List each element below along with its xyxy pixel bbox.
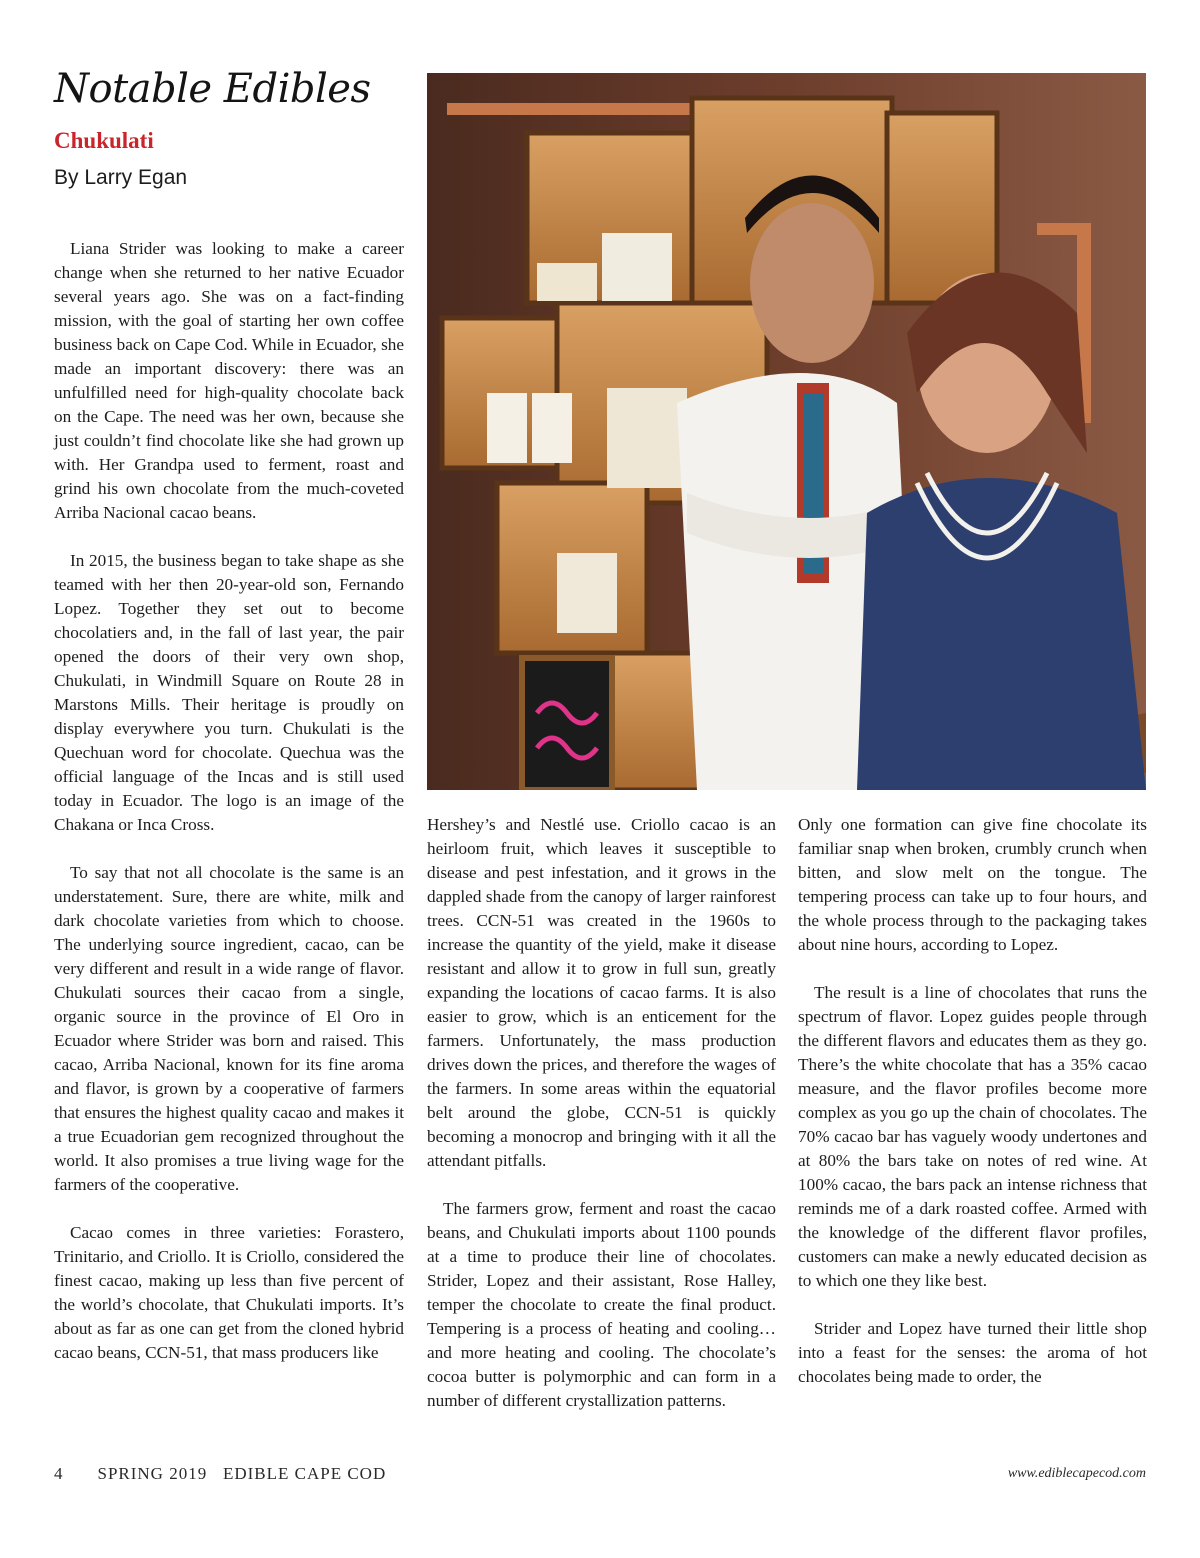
byline: By Larry Egan <box>54 166 188 189</box>
shop-photo <box>427 73 1146 790</box>
paragraph: To say that not all chocolate is the same is an understatement. Sure, there are white, milk and dark chocolate varieties from which to choose. The underlying source ingredient, cacao, can be very different and result in a wide range of flavor. Chukulati sources their cacao from a single, organic source in the province of El Oro in Ecuador where Strider was born and raised. This cacao, Arriba Nacional, known for its fine aroma and flavor, is grown by a cooperative of farmers that ensures the highest quality cacao and makes it a true Ecuadorian gem recognized throughout the world. It also promises a true living wage for the farmers of the cooperative. <box>54 863 404 1194</box>
article-title: Chukulati <box>54 128 154 153</box>
footer-issue <box>54 1464 386 1484</box>
paragraph: Only one formation can give fine chocolate its familiar snap when broken, crumbly crunch when bitten, and slow melt on the tongue. The tempering process can take up to four hours, and the whole process through to the packaging takes about nine hours, according to Lopez. <box>798 815 1147 954</box>
column-3 <box>798 813 1147 1413</box>
paragraph: Strider and Lopez have turned their little shop into a feast for the senses: the aroma of hot chocolates being made to order, the <box>798 1319 1147 1386</box>
paragraph: The farmers grow, ferment and roast the cacao beans, and Chukulati imports about 1100 pounds at a time to produce their line of chocolates. Strider, Lopez and their assistant, Rose Halley, temper the chocolate to create the final product. Tempering is a process of heating and cooling…and more heating and cooling. The chocolate’s cocoa butter is polymorphic and can form in a number of different crystallization patterns. <box>427 1199 776 1410</box>
paragraph: Cacao comes in three varieties: Forastero, Trinitario, and Criollo. It is Criollo, considered the finest cacao, making up less than five percent of the world’s chocolate, that Chukulati imports. It’s about as far as one can get from the cloned hybrid cacao beans, CCN-51, that mass producers like <box>54 1223 404 1362</box>
column-2 <box>427 813 776 1437</box>
issue-label: SPRING 2019 EDIBLE CAPE COD <box>97 1464 387 1483</box>
page-number: 4 <box>54 1464 64 1483</box>
paragraph: The result is a line of chocolates that runs the spectrum of flavor. Lopez guides people through the different flavors and educates them as they go. There’s the white chocolate that has a 35% cacao measure, and the flavor profiles become more complex as you go up the chain of chocolates. The 70% cacao bar has vaguely woody undertones and at 80% the bars take on notes of red wine. At 100% cacao, the bars pack an intense richness that reminds me of a dark roasted coffee. Armed with the knowledge of the different flavor profiles, customers can make a newly educated decision as to which one they like best. <box>798 983 1147 1290</box>
column-1 <box>54 237 404 1389</box>
paragraph: In 2015, the business began to take shape as she teamed with her then 20-year-old son, Fernando Lopez. Together they set out to become chocolatiers and, in the fall of last year, the pair opened the doors of their very own shop, Chukulati, in Windmill Square on Route 28 in Marstons Mills. Their heritage is proudly on display everywhere you turn. Chukulati is the Quechuan word for chocolate. Quechua was the official language of the Incas and is still used today in Ecuador. The logo is an image of the Chakana or Inca Cross. <box>54 551 404 834</box>
photo-illustration <box>427 73 1146 790</box>
website-url: www.ediblecapecod.com <box>1007 1466 1146 1481</box>
paragraph: Hershey’s and Nestlé use. Criollo cacao is an heirloom fruit, which leaves it susceptible to disease and pest infestation, and it grows in the dappled shade from the canopy of larger rainforest trees. CCN-51 was created in the 1960s to increase the quantity of the yield, make it disease resistant and allow it to grow in full sun, greatly expanding the locations of cacao farms. It is also easier to grow, which is an enticement for the farmers. Unfortunately, the mass production drives down the prices, and therefore the wages of the farmers. In some areas within the equatorial belt around the globe, CCN-51 is quickly becoming a monocrop and bringing with it all the attendant pitfalls. <box>427 815 776 1170</box>
section-title: Notable Edibles <box>54 66 371 112</box>
paragraph: Liana Strider was looking to make a career change when she returned to her native Ecuador several years ago. She was on a fact-finding mission, with the goal of starting her own coffee business back on Cape Cod. While in Ecuador, she made an important discovery: there was an unfulfilled need for high-quality chocolate back on the Cape. The need was her own, because she just couldn’t find chocolate like she had grown up with. Her Grandpa used to ferment, roast and grind his own chocolate from the much-coveted Arriba Nacional cacao beans. <box>54 239 404 522</box>
